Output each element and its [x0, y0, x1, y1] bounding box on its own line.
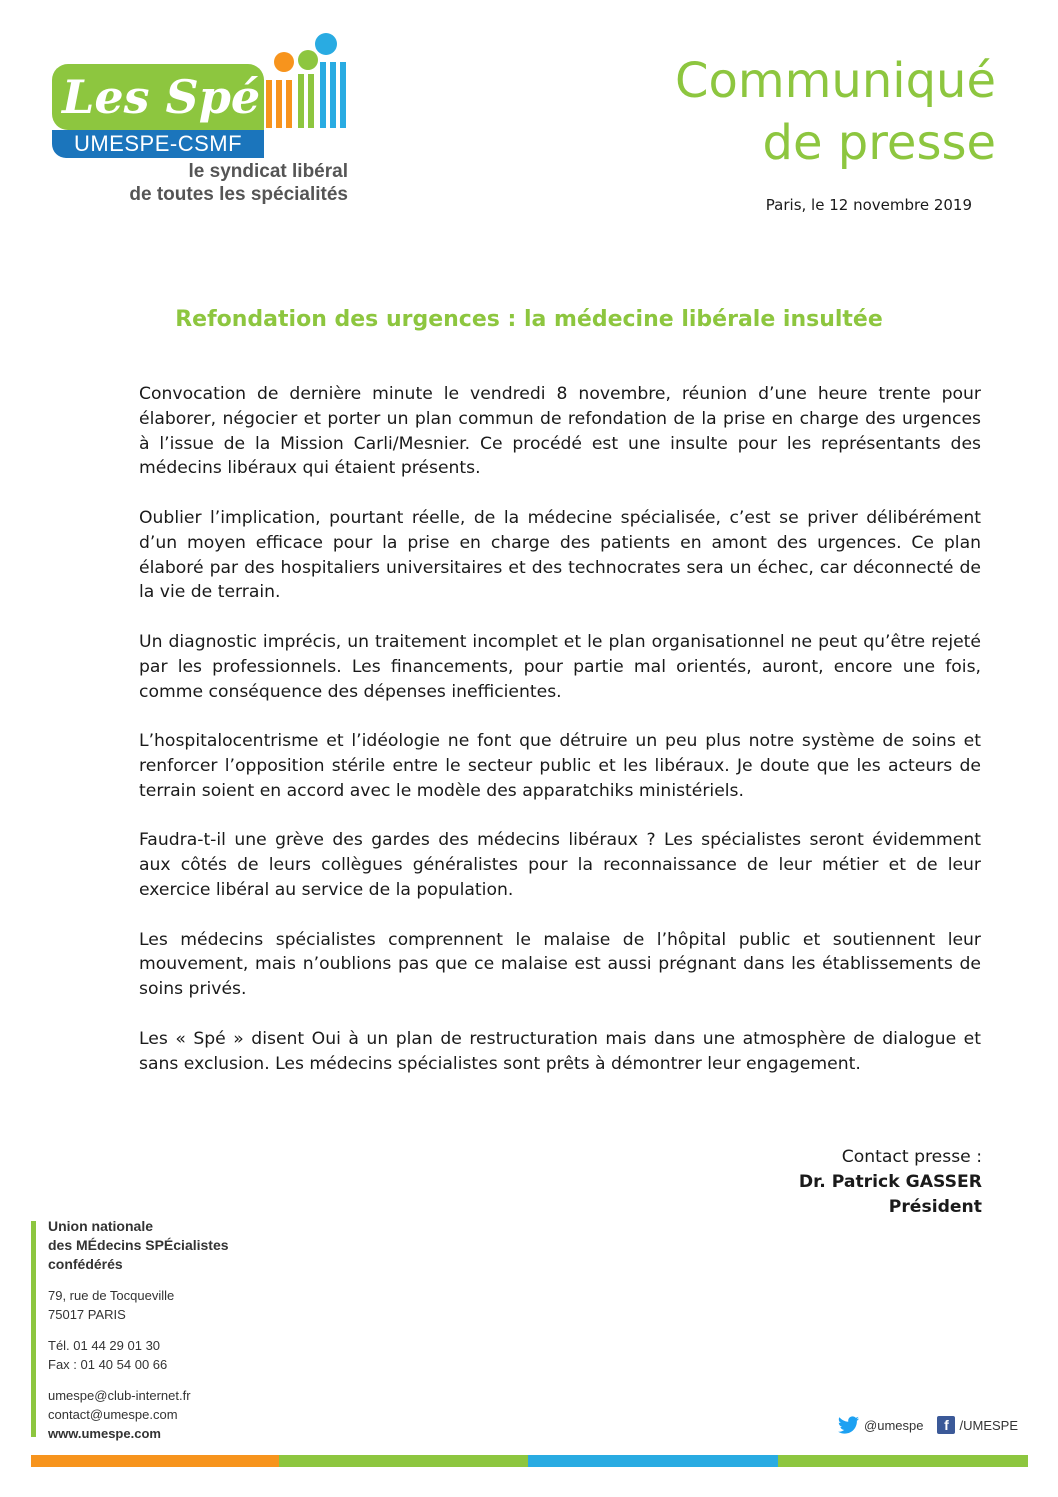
logo-tagline-line-2: de toutes les spécialités	[129, 184, 348, 205]
paragraph: Faudra-t-il une grève des gardes des médecins libéraux ? Les spécialistes seront évidemment aux côtés de leurs collègues généralistes pour la reconnaissance de leur métier et de leur exercice libéral au service de la population.	[139, 830, 981, 900]
logo-tagline-line-1: le syndicat libéral	[188, 161, 348, 182]
logo-brand: Les Spé	[52, 64, 264, 130]
footer-street: 79, rue de Tocqueville	[48, 1288, 175, 1303]
footer-address	[48, 1217, 308, 1443]
footer-accent-bar	[31, 1221, 36, 1437]
facebook-link[interactable]	[937, 1416, 1018, 1434]
headline: Refondation des urgences : la médecine libérale insultée	[175, 307, 883, 332]
twitter-icon	[838, 1416, 860, 1434]
contact-role: Président	[888, 1197, 982, 1217]
twitter-handle: @umespe	[864, 1417, 924, 1433]
document-title-line-1: Communiqué	[675, 53, 996, 109]
footer-fax: Fax : 01 40 54 00 66	[48, 1357, 168, 1372]
press-contact	[799, 1145, 982, 1220]
document-title	[675, 50, 996, 174]
footer-web-block	[48, 1386, 308, 1443]
social-links	[838, 1416, 1018, 1434]
stripe-blue	[528, 1455, 778, 1467]
document-date: Paris, le 12 novembre 2019	[765, 196, 972, 214]
logo-tagline	[118, 160, 348, 206]
people-logo-icon	[264, 30, 348, 130]
paragraph: Les médecins spécialistes comprennent le malaise de l’hôpital public et soutiennent leur mouvement, mais n’oublions pas que ce malaise est aussi prégnant dans les établissements de soins privés.	[139, 929, 981, 1000]
footer-phone-block	[48, 1336, 308, 1374]
document-title-line-2: de presse	[762, 115, 996, 171]
footer-email-link[interactable]: contact@umespe.com	[48, 1407, 178, 1422]
footer-email-link[interactable]: umespe@club-internet.fr	[48, 1388, 191, 1403]
footer-org-line-1: Union nationale	[48, 1218, 153, 1234]
body-text	[139, 382, 981, 1101]
paragraph: Oublier l’implication, pourtant réelle, de la médecine spécialisée, c’est se priver délibérément d’un moyen efficace pour la prise en charge des patients en amont des urgences. Ce plan élaboré par des hospitaliers universitaires et des technocrates sera un échec, car déconnecté de la vie de terrain.	[139, 507, 981, 603]
footer-org-line-2: des MÉdecins SPÉcialistes	[48, 1237, 229, 1253]
footer-website-link[interactable]: www.umespe.com	[48, 1426, 161, 1441]
stripe-orange	[31, 1455, 279, 1467]
facebook-handle: /UMESPE	[959, 1417, 1018, 1433]
twitter-link[interactable]	[838, 1416, 923, 1434]
footer-city: 75017 PARIS	[48, 1307, 126, 1322]
paragraph: Un diagnostic imprécis, un traitement incomplet et le plan organisationnel ne peut qu’être rejeté par les professionnels. Les financements, pour partie mal orientés, auront, encore une fois, comme conséquence des dépenses inefficientes.	[139, 631, 981, 702]
umespe-logo	[48, 30, 348, 210]
footer-org-line-3: confédérés	[48, 1256, 123, 1272]
logo-band: UMESPE-CSMF	[52, 130, 264, 158]
paragraph: Les « Spé » disent Oui à un plan de restructuration mais dans une atmosphère de dialogue et sans exclusion. Les médecins spécialistes sont prêts à démontrer leur engagement.	[139, 1028, 981, 1074]
contact-name: Dr. Patrick GASSER	[798, 1172, 982, 1192]
paragraph: L’hospitalocentrisme et l’idéologie ne font que détruire un peu plus notre système de soins et renforcer l’opposition stérile entre le secteur public et les libéraux. Je doute que les acteurs de terrain soient en accord avec le modèle des apparatchiks ministériels.	[139, 731, 981, 801]
footer-postal-address	[48, 1286, 308, 1324]
paragraph: Convocation de dernière minute le vendredi 8 novembre, réunion d’une heure trente pour élaborer, négocier et porter un plan commun de refondation de la prise en charge des urgences à l’issue de la Mission Carli/Mesnier. Ce procédé est une insulte pour les représentants des médecins libéraux qui étaient présents.	[139, 384, 981, 479]
facebook-icon: f	[937, 1416, 955, 1434]
stripe-green-right	[778, 1455, 1028, 1467]
stripe-green	[279, 1455, 528, 1467]
footer-phone: Tél. 01 44 29 01 30	[48, 1338, 161, 1353]
contact-label: Contact presse :	[841, 1147, 982, 1167]
